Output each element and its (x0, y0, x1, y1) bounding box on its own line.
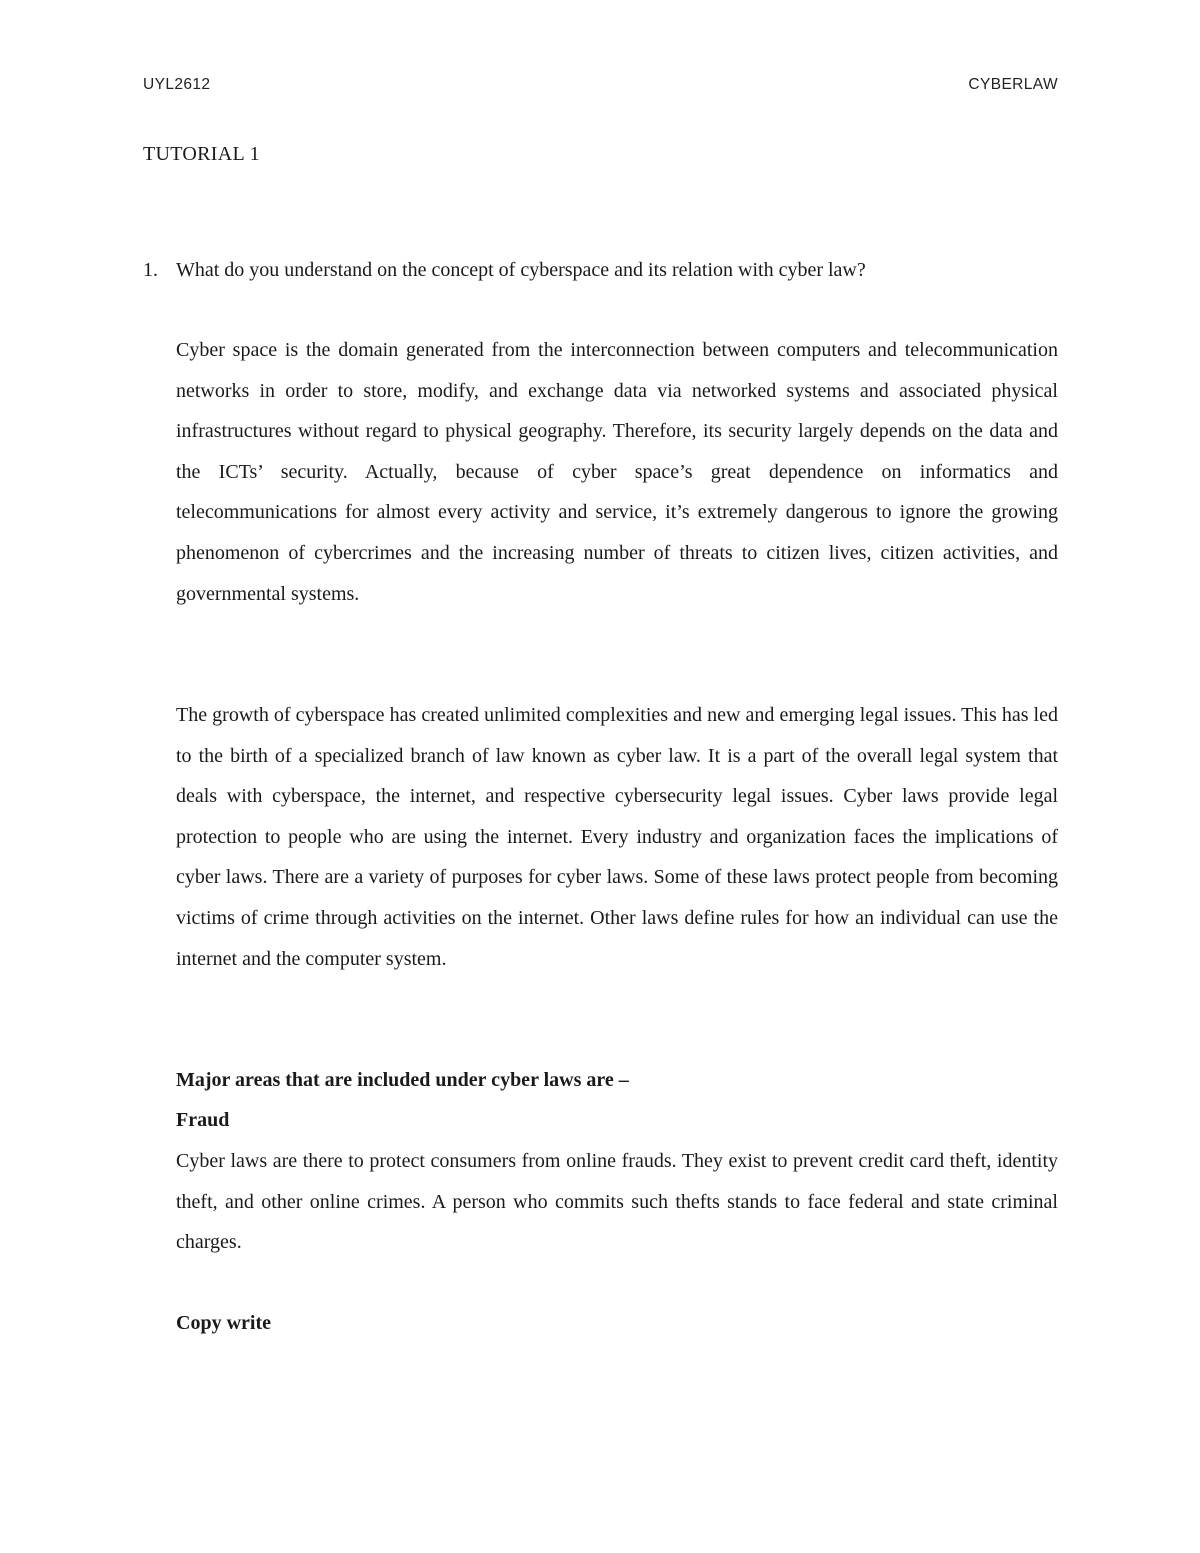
fraud-heading: Fraud (176, 1109, 230, 1131)
document-title: TUTORIAL 1 (143, 143, 260, 165)
copyright-heading: Copy write (176, 1312, 271, 1334)
header-course-name: CYBERLAW (968, 76, 1058, 93)
answer-paragraph-1: Cyber space is the domain generated from the interconnection between computers and telecommunication networks in order to store, modify, and exchange data via networked systems and associated physical infrastructures without regard to physical geography. Therefore, its security largely depends on the data and the ICTs’ security. Actually, because of cyber space’s great dependence on informatics and telecommunications for almost every activity and service, it’s extremely dangerous to ignore the growing phenomenon of cybercrimes and the increasing number of threats to citizen lives, citizen activities, and governmental systems. (176, 339, 1058, 605)
answer-paragraph-2: The growth of cyberspace has created unlimited complexities and new and emerging legal issues. This has led to the birth of a specialized branch of law known as cyber law. It is a part of the overall legal system that deals with cyberspace, the internet, and respective cybersecurity legal issues. Cyber laws provide legal protection to people who are using the internet. Every industry and organization faces the implications of cyber laws. There are a variety of purposes for cyber laws. Some of these laws protect people from becoming victims of crime through activities on the internet. Other laws define rules for how an individual can use the internet and the computer system. (176, 704, 1058, 970)
page-header (143, 76, 1058, 98)
fraud-paragraph: Cyber laws are there to protect consumers from online frauds. They exist to prevent credit card theft, identity theft, and other online crimes. A person who commits such thefts stands to face federal and state criminal charges. (176, 1150, 1058, 1254)
question-text: What do you understand on the concept of cyberspace and its relation with cyber law? (176, 259, 866, 281)
question-number: 1. (143, 259, 158, 281)
major-areas-heading: Major areas that are included under cyber laws are – (176, 1069, 629, 1091)
header-course-code: UYL2612 (143, 76, 211, 93)
